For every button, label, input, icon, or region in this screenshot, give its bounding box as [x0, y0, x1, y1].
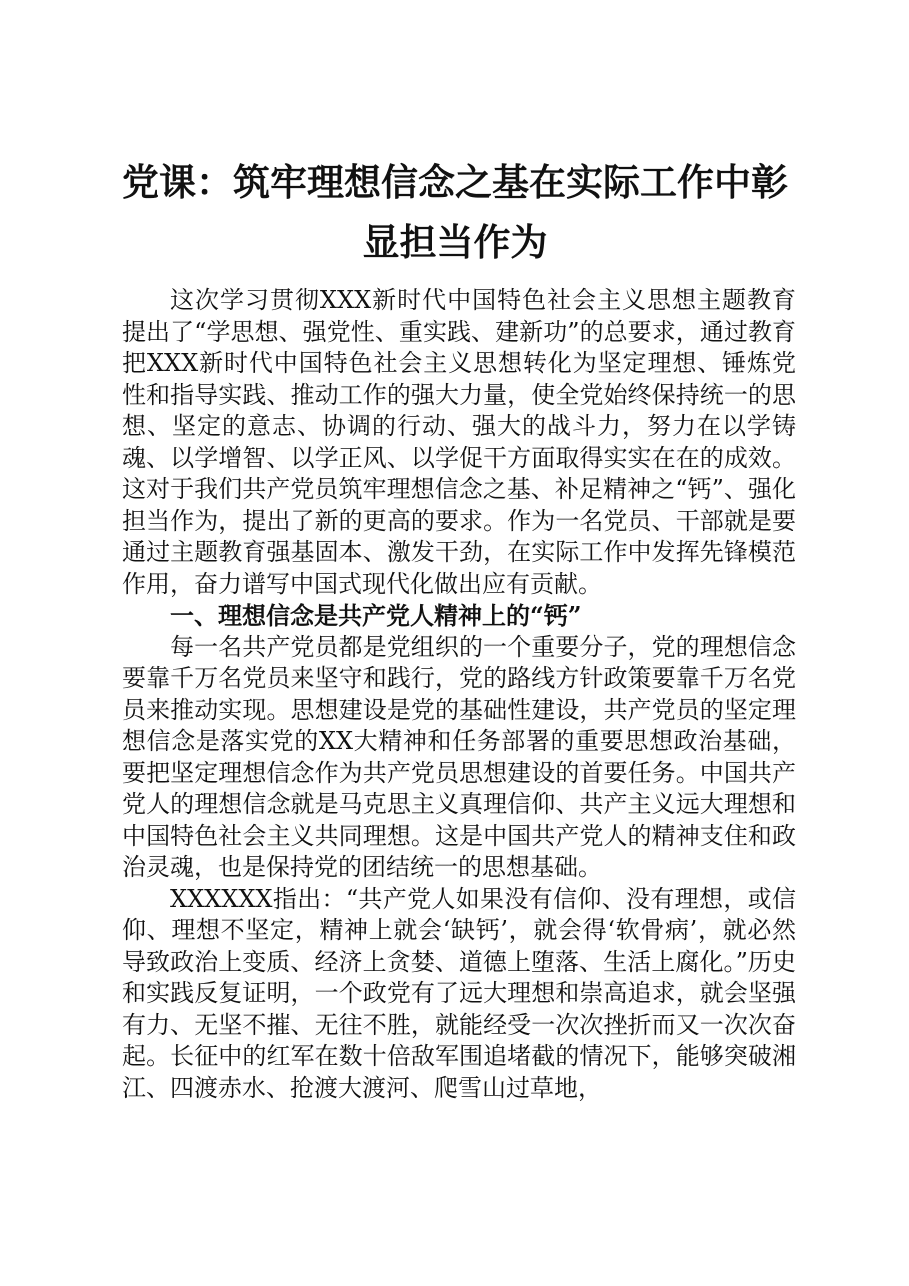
body-paragraph: 每一名共产党员都是党组织的一个重要分子，党的理想信念要靠千万名党员来坚守和践行，党的路线方针政策要靠千万名党员来推动实现。思想建设是党的基础性建设，共产党员的坚定理想信念是落实党的XX大精神和任务部署的重要思想政治基础，要把坚定理想信念作为共产党员思想建设的首要任务。中国共产党人的理想信念就是马克思主义真理信仰、共产主义远大理想和中国特色社会主义共同理想。这是中国共产党人的精神支住和政治灵魂，也是保持党的团结统一的思想基础。 — [122, 632, 796, 881]
body-paragraph: 这次学习贯彻XXX新时代中国特色社会主义思想主题教育提出了“学思想、强党性、重实践、建新功”的总要求，通过教育把XXX新时代中国特色社会主义思想转化为坚定理想、锤炼党性和指导实践、推动工作的强大力量，使全党始终保持统一的思想、坚定的意志、协调的行动、强大的战斗力，努力在以学铸魂、以学增智、以学正风、以学促干方面取得实实在在的成效。这对于我们共产党员筑牢理想信念之基、补足精神之“钙”、强化担当作为，提出了新的更高的要求。作为一名党员、干部就是要通过主题教育强基固本、激发干劲，在实际工作中发挥先锋模范作用，奋力谱写中国式现代化做出应有贡献。 — [122, 286, 796, 598]
section-heading: 一、理想信念是共产党人精神上的“钙” — [170, 601, 582, 630]
body-paragraph: XXXXXX指出：“共产党人如果没有信仰、没有理想，或信仰、理想不坚定，精神上就会‘缺钙’，就会得‘软骨病’，就必然导致政治上变质、经济上贪婪、道德上堕落、生活上腐化。”历史和实践反复证明，一个政党有了远大理想和崇高追求，就会坚强有力、无坚不摧、无往不胜，就能经受一次次挫折而又一次次奋起。长征中的红军在数十倍敌军围追堵截的情况下，能够突破湘江、四渡赤水、抢渡大渡河、爬雪山过草地， — [122, 884, 796, 1102]
document-body — [122, 285, 796, 1104]
document-title: 党课：筑牢理想信念之基在实际工作中彰显担当作为 — [122, 160, 788, 264]
